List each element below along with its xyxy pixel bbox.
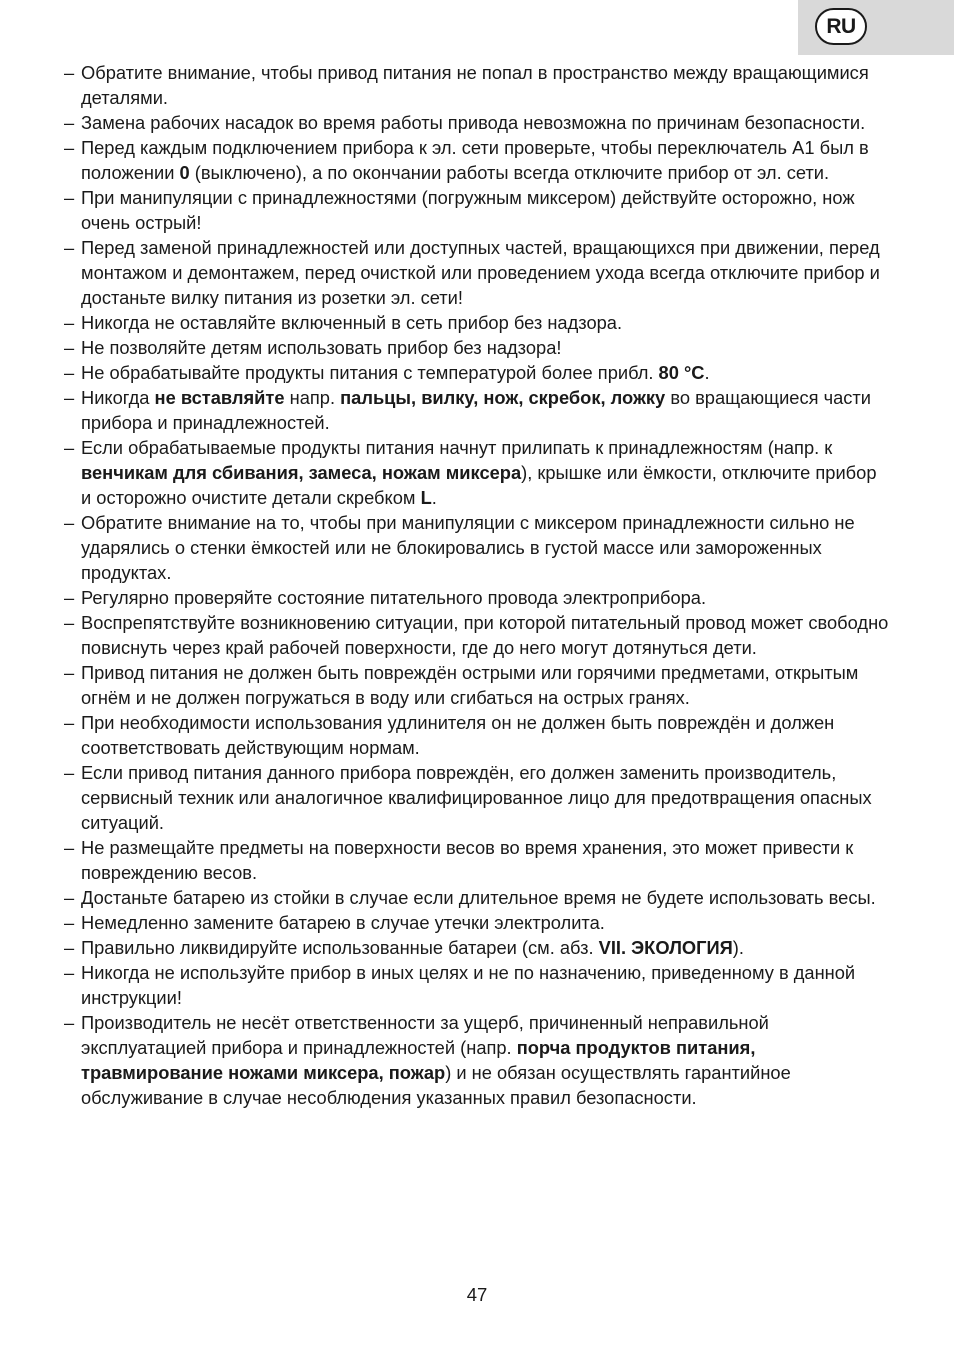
instruction-text: . [431, 487, 437, 508]
instruction-text: Обратите внимание, чтобы привод питания не попал в пространство между вращающимися деталями. [81, 62, 869, 108]
instruction-text: Привод питания не должен быть повреждён острыми или горячими предметами, открытым огнём и не должен погружаться в воду или сгибаться на острых гранях. [81, 662, 859, 708]
instruction-text: При необходимости использования удлинителя он не должен быть повреждён и должен соответствовать действующим нормам. [81, 712, 835, 758]
instruction-item [64, 610, 890, 660]
instruction-text: Производитель не несёт ответственности за ущерб, причиненный неправильной эксплуатацией прибора и принадлежностей (напр. [81, 1012, 769, 1058]
instruction-text: Перед каждым подключением прибора к эл. сети проверьте, чтобы переключатель A1 был в положении [81, 137, 869, 183]
instruction-text: . [704, 362, 710, 383]
instruction-item [64, 435, 890, 510]
instruction-item [64, 185, 890, 235]
instruction-text: Воспрепятствуйте возникновению ситуации, при которой питательный провод может свободно повиснуть через край рабочей поверхности, где до него могут дотянуться дети. [81, 612, 889, 658]
instruction-text: Правильно ликвидируйте использованные батареи (см. абз. [81, 937, 599, 958]
instruction-item [64, 960, 890, 1010]
instruction-item [64, 335, 890, 360]
language-badge: RU [815, 8, 867, 45]
instruction-text: Замена рабочих насадок во время работы привода невозможна по причинам безопасности. [81, 112, 866, 133]
instruction-bold-text: 0 [179, 162, 190, 183]
instruction-item [64, 935, 890, 960]
instruction-bold-text: пальцы, вилку, нож, скребок, ложку [340, 387, 666, 408]
instruction-text: ), крышке или ёмкости, отключите прибор и осторожно очистите детали скребком [81, 462, 877, 508]
instruction-text: Обратите внимание на то, чтобы при манипуляции с миксером принадлежности сильно не ударялись о стенки ёмкостей или не блокировались в густой массе или замороженных продуктах. [81, 512, 855, 583]
instruction-item [64, 110, 890, 135]
instruction-text: При манипуляции с принадлежностями (погружным миксером) действуйте осторожно, нож очень острый! [81, 187, 855, 233]
instruction-item [64, 135, 890, 185]
instruction-text: во вращающиеся части прибора и принадлежностей. [81, 387, 871, 433]
instruction-item [64, 760, 890, 835]
instruction-item [64, 910, 890, 935]
instruction-text: Никогда не используйте прибор в иных целях и не по назначению, приведенному в данной инструкции! [81, 962, 856, 1008]
instruction-text: Не обрабатывайте продукты питания с температурой более прибл. [81, 362, 659, 383]
instruction-item [64, 885, 890, 910]
instruction-item [64, 585, 890, 610]
instruction-bold-text: VII. ЭКОЛОГИЯ [598, 937, 733, 958]
instruction-bold-text: L [420, 487, 432, 508]
instruction-text: напр. [284, 387, 341, 408]
instruction-text: Перед заменой принадлежностей или доступных частей, вращающихся при движении, перед монтажом и демонтажем, перед очисткой или проведением ухода всегда отключите прибор и достаньте вилку питания из розетки эл. сети! [81, 237, 880, 308]
instruction-item [64, 1010, 890, 1110]
instruction-bold-text: порча продуктов питания, травмирование ножами миксера, пожар [81, 1037, 756, 1083]
page-number: 47 [466, 1284, 488, 1305]
instruction-bold-text: не вставляйте [154, 387, 285, 408]
safety-instructions-list [64, 60, 890, 1110]
instruction-text: Не размещайте предметы на поверхности весов во время хранения, это может привести к повреждению весов. [81, 837, 854, 883]
instruction-item [64, 360, 890, 385]
instruction-text: Никогда не оставляйте включенный в сеть прибор без надзора. [81, 312, 623, 333]
instruction-text: Не позволяйте детям использовать прибор без надзора! [81, 337, 562, 358]
instruction-item [64, 60, 890, 110]
language-tab [798, 0, 954, 55]
instruction-text: ) и не обязан осуществлять гарантийное обслуживание в случае несоблюдения указанных правил безопасности. [81, 1062, 791, 1108]
instruction-text: ). [732, 937, 744, 958]
instruction-bold-text: 80 °C [658, 362, 705, 383]
instruction-text: Регулярно проверяйте состояние питательного провода электроприбора. [81, 587, 707, 608]
instruction-item [64, 835, 890, 885]
instruction-item [64, 385, 890, 435]
instruction-bold-text: венчикам для сбивания, замеса, ножам миксера [81, 462, 522, 483]
instruction-item [64, 710, 890, 760]
instruction-item [64, 235, 890, 310]
instruction-text: Никогда [81, 387, 155, 408]
instruction-text: Если обрабатываемые продукты питания начнут прилипать к принадлежностям (напр. к [81, 437, 833, 458]
instruction-item [64, 660, 890, 710]
instruction-item [64, 510, 890, 585]
instruction-text: (выключено), а по окончании работы всегда отключите прибор от эл. сети. [189, 162, 830, 183]
instruction-text: Достаньте батарею из стойки в случае если длительное время не будете использовать весы. [81, 887, 876, 908]
instruction-text: Немедленно замените батарею в случае утечки электролита. [81, 912, 605, 933]
instruction-item [64, 310, 890, 335]
instruction-text: Если привод питания данного прибора повреждён, его должен заменить производитель, сервисный техник или аналогичное квалифицированное лицо для предотвращения опасных ситуаций. [81, 762, 872, 833]
